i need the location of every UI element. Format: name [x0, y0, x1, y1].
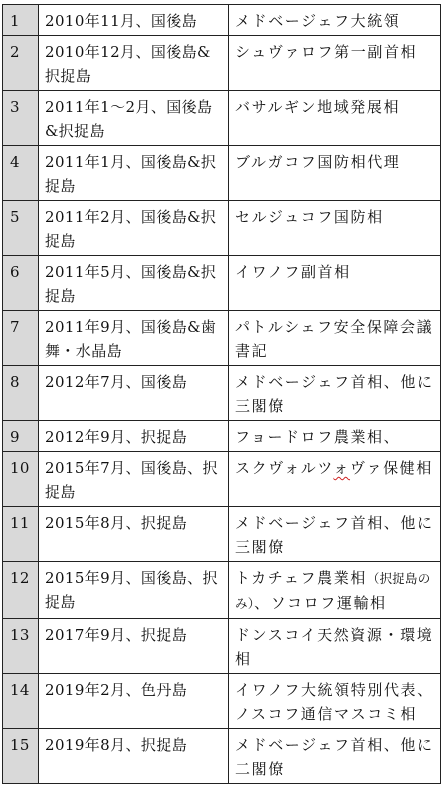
table-row [3, 311, 441, 366]
table-row [3, 562, 441, 619]
table-row [3, 91, 441, 146]
table-row [3, 256, 441, 311]
row-number: 13 [3, 619, 39, 674]
row-number: 14 [3, 674, 39, 729]
visitor-name-part: ヴァ保健相 [350, 459, 433, 477]
row-number: 4 [3, 146, 39, 201]
table-row [3, 201, 441, 256]
row-number: 7 [3, 311, 39, 366]
visit-date-place: 2012年7月、国後島 [39, 366, 229, 421]
visit-date-place: 2015年9月、国後島、択捉島 [39, 562, 229, 619]
visit-date-place: 2011年9月、国後島&歯舞・水晶島 [39, 311, 229, 366]
row-number: 1 [3, 5, 39, 36]
table-row [3, 5, 441, 36]
visitor-description: イワノフ大統領特別代表、ノスコフ通信マスコミ相 [229, 674, 441, 729]
table-row [3, 619, 441, 674]
visitor-description: メドベージェフ首相、他に三閣僚 [229, 366, 441, 421]
visitor-description: メドベージェフ首相、他に二閣僚 [229, 729, 441, 784]
visit-date-place: 2019年8月、択捉島 [39, 729, 229, 784]
visit-date-place: 2017年9月、択捉島 [39, 619, 229, 674]
visit-date-place: 2011年1月、国後島&択捉島 [39, 146, 229, 201]
visit-date-place: 2015年7月、国後島、択捉島 [39, 452, 229, 507]
visits-table-document [2, 4, 440, 784]
spellcheck-flagged-char: ォ [333, 459, 351, 477]
visitor-note: （択捉島のみ） [235, 571, 431, 611]
visitor-description: バサルギン地域発展相 [229, 91, 441, 146]
visitor-description: イワノフ副首相 [229, 256, 441, 311]
visit-date-place: 2011年5月、国後島&択捉島 [39, 256, 229, 311]
row-number: 15 [3, 729, 39, 784]
visitor-description: フョードロフ農業相、 [229, 421, 441, 452]
visitor-description: セルジュコフ国防相 [229, 201, 441, 256]
visit-date-place: 2011年1～2月、国後島&択捉島 [39, 91, 229, 146]
row-number: 5 [3, 201, 39, 256]
table-row [3, 146, 441, 201]
table-row [3, 729, 441, 784]
visit-date-place: 2015年8月、択捉島 [39, 507, 229, 562]
visitor-description: シュヴァロフ第一副首相 [229, 36, 441, 91]
visitor-description: ドンスコイ天然資源・環境相 [229, 619, 441, 674]
visitor-description: メドベージェフ首相、他に三閣僚 [229, 507, 441, 562]
visitor-description [229, 562, 441, 619]
table-row [3, 421, 441, 452]
visitor-description: ブルガコフ国防相代理 [229, 146, 441, 201]
row-number: 11 [3, 507, 39, 562]
table-row [3, 674, 441, 729]
visits-table [2, 4, 441, 784]
table-row [3, 36, 441, 91]
table-row [3, 452, 441, 507]
visitor-description [229, 452, 441, 507]
visitor-name-part: トカチェフ農業相 [235, 569, 367, 587]
visitor-name-part: 、ソコロフ運輸相 [254, 594, 387, 612]
row-number: 12 [3, 562, 39, 619]
table-row [3, 507, 441, 562]
table-row [3, 366, 441, 421]
row-number: 6 [3, 256, 39, 311]
visit-date-place: 2011年2月、国後島&択捉島 [39, 201, 229, 256]
visitor-name-part: スクヴォルツ [235, 459, 334, 477]
visitor-description: パトルシェフ安全保障会議書記 [229, 311, 441, 366]
row-number: 3 [3, 91, 39, 146]
row-number: 10 [3, 452, 39, 507]
row-number: 9 [3, 421, 39, 452]
row-number: 8 [3, 366, 39, 421]
visit-date-place: 2019年2月、色丹島 [39, 674, 229, 729]
row-number: 2 [3, 36, 39, 91]
visitor-description: メドベージェフ大統領 [229, 5, 441, 36]
visit-date-place: 2010年11月、国後島 [39, 5, 229, 36]
visit-date-place: 2012年9月、択捉島 [39, 421, 229, 452]
visit-date-place: 2010年12月、国後島&択捉島 [39, 36, 229, 91]
